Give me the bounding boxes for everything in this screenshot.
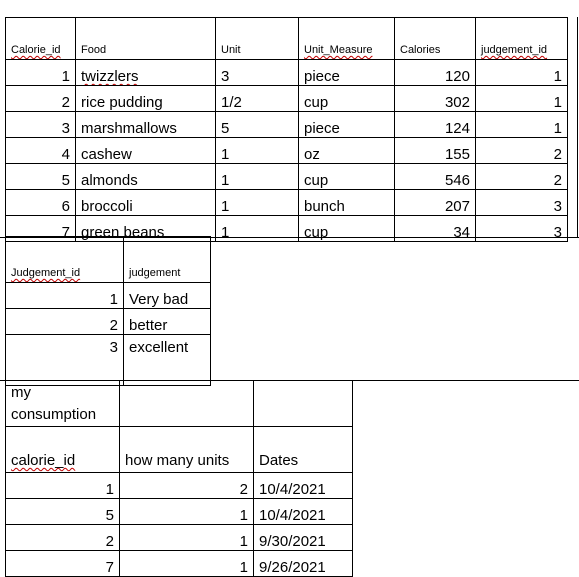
- consumption-table: [5, 380, 353, 577]
- table-cell: 3: [6, 335, 124, 386]
- table-cell: cup: [299, 216, 395, 242]
- table-row: [6, 86, 568, 112]
- table-cell: 2: [6, 86, 76, 112]
- table-cell: 207: [395, 190, 476, 216]
- table-header-row: [6, 427, 353, 473]
- table-cell: 1: [476, 112, 568, 138]
- table-row: [6, 60, 568, 86]
- table-cell: 3: [6, 112, 76, 138]
- table-row: [6, 335, 211, 386]
- table-row: [6, 499, 353, 525]
- table-header-row: [6, 18, 568, 60]
- table-cell: 1: [216, 216, 299, 242]
- table-cell: 3: [476, 190, 568, 216]
- table-cell: 1: [120, 499, 254, 525]
- table-cell: rice pudding: [76, 86, 216, 112]
- table-cell: bunch: [299, 190, 395, 216]
- table-cell: 1: [216, 190, 299, 216]
- column-header: Dates: [254, 427, 353, 473]
- table-row: [6, 112, 568, 138]
- page-rule: [577, 17, 578, 237]
- table-cell: twizzlers: [76, 60, 216, 86]
- table-cell: 1: [216, 164, 299, 190]
- column-header: Judgement_id: [6, 237, 124, 283]
- table-row: [6, 138, 568, 164]
- table-cell: 5: [6, 499, 120, 525]
- table-row: [6, 525, 353, 551]
- table-cell: cashew: [76, 138, 216, 164]
- table-cell: 7: [6, 551, 120, 577]
- table-cell: Very bad: [124, 283, 211, 309]
- table-cell: 1: [6, 283, 124, 309]
- table-row: [6, 164, 568, 190]
- table-cell: 546: [395, 164, 476, 190]
- table-cell: 1/2: [216, 86, 299, 112]
- table-cell: 2: [6, 309, 124, 335]
- table-cell: 2: [120, 473, 254, 499]
- table-cell: 6: [6, 190, 76, 216]
- table-cell: piece: [299, 112, 395, 138]
- table-cell: 1: [476, 60, 568, 86]
- table-row: [6, 283, 211, 309]
- table-row: [6, 190, 568, 216]
- column-header: calorie_id: [6, 427, 120, 473]
- table-cell: 2: [6, 525, 120, 551]
- table-title: my consumption: [6, 381, 120, 427]
- table-cell: 1: [120, 551, 254, 577]
- table-cell: 2: [476, 138, 568, 164]
- column-header: Unit_Measure: [299, 18, 395, 60]
- table-cell: 2: [476, 164, 568, 190]
- table-cell: 1: [6, 473, 120, 499]
- table-cell: broccoli: [76, 190, 216, 216]
- table-row: [6, 473, 353, 499]
- column-header: Food: [76, 18, 216, 60]
- table-cell: 9/30/2021: [254, 525, 353, 551]
- table-cell: 10/4/2021: [254, 473, 353, 499]
- table-title-row: [6, 381, 353, 427]
- table-cell: [254, 381, 353, 427]
- column-header: judgement: [124, 237, 211, 283]
- table-cell: 1: [120, 525, 254, 551]
- table-cell: excellent: [124, 335, 211, 386]
- table-cell: 155: [395, 138, 476, 164]
- table-cell: 7: [6, 216, 76, 242]
- table-cell: 34: [395, 216, 476, 242]
- table-cell: 124: [395, 112, 476, 138]
- table-cell: oz: [299, 138, 395, 164]
- table-cell: 1: [476, 86, 568, 112]
- table-cell: 9/26/2021: [254, 551, 353, 577]
- table-cell: piece: [299, 60, 395, 86]
- table-row: [6, 309, 211, 335]
- table-cell: green beans: [76, 216, 216, 242]
- table-cell: marshmallows: [76, 112, 216, 138]
- table-cell: 10/4/2021: [254, 499, 353, 525]
- table-cell: cup: [299, 164, 395, 190]
- table-cell: 5: [216, 112, 299, 138]
- column-header: judgement_id: [476, 18, 568, 60]
- table-cell: 5: [6, 164, 76, 190]
- judgement-table: [5, 236, 211, 386]
- table-cell: 120: [395, 60, 476, 86]
- table-cell: almonds: [76, 164, 216, 190]
- table-cell: cup: [299, 86, 395, 112]
- table-cell: 3: [216, 60, 299, 86]
- table-header-row: [6, 237, 211, 283]
- calories-table: [5, 17, 568, 242]
- table-cell: 3: [476, 216, 568, 242]
- table-cell: better: [124, 309, 211, 335]
- table-cell: 302: [395, 86, 476, 112]
- table-cell: [120, 381, 254, 427]
- table-cell: 1: [6, 60, 76, 86]
- column-header: Unit: [216, 18, 299, 60]
- table-cell: 1: [216, 138, 299, 164]
- column-header: Calorie_id: [6, 18, 76, 60]
- table-cell: 4: [6, 138, 76, 164]
- column-header: how many units: [120, 427, 254, 473]
- column-header: Calories: [395, 18, 476, 60]
- table-row: [6, 551, 353, 577]
